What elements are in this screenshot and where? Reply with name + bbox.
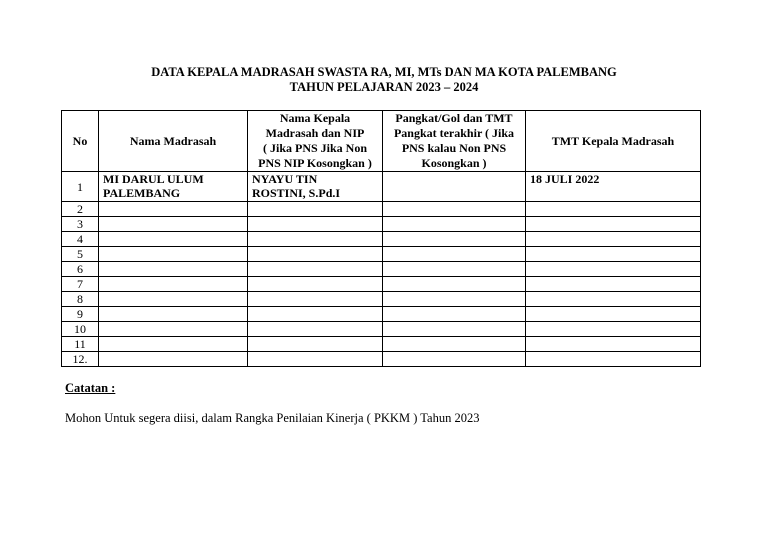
header-pangkat-line: Pangkat terakhir ( Jika bbox=[393, 126, 515, 140]
row-number: 9 bbox=[62, 307, 99, 322]
row-number: 4 bbox=[62, 232, 99, 247]
cell-nama-kepala bbox=[248, 262, 383, 277]
cell-nama-kepala bbox=[248, 172, 383, 202]
row-number: 1 bbox=[62, 172, 99, 202]
table-row bbox=[62, 307, 701, 322]
header-pangkat-line: Pangkat/Gol dan TMT bbox=[395, 111, 513, 125]
cell-tmt bbox=[526, 202, 701, 217]
header-pangkat-line: PNS kalau Non PNS bbox=[401, 141, 507, 155]
row-number: 8 bbox=[62, 292, 99, 307]
header-nama-madrasah: Nama Madrasah bbox=[99, 111, 248, 172]
cell-nama-kepala bbox=[248, 277, 383, 292]
kepala-madrasah-table bbox=[61, 110, 701, 367]
table-row bbox=[62, 262, 701, 277]
cell-pangkat bbox=[383, 217, 526, 232]
table-row bbox=[62, 202, 701, 217]
table-header-row bbox=[62, 111, 701, 172]
cell-tmt bbox=[526, 262, 701, 277]
cell-nama-kepala bbox=[248, 202, 383, 217]
table-row bbox=[62, 232, 701, 247]
header-no: No bbox=[62, 111, 99, 172]
header-nama-kepala-line: Nama Kepala bbox=[279, 111, 351, 125]
cell-line: ROSTINI, S.Pd.I bbox=[252, 186, 341, 200]
header-nama-kepala-line: PNS NIP Kosongkan ) bbox=[258, 156, 372, 170]
cell-nama-madrasah bbox=[99, 322, 248, 337]
cell-nama-madrasah bbox=[99, 307, 248, 322]
header-pangkat-line: Kosongkan ) bbox=[421, 156, 487, 170]
cell-tmt bbox=[526, 337, 701, 352]
row-number: 6 bbox=[62, 262, 99, 277]
cell-tmt bbox=[526, 352, 701, 367]
cell-tmt bbox=[526, 292, 701, 307]
cell-pangkat bbox=[383, 202, 526, 217]
cell-pangkat bbox=[383, 337, 526, 352]
cell-nama-kepala bbox=[248, 232, 383, 247]
row-number: 11 bbox=[62, 337, 99, 352]
header-pangkat bbox=[383, 111, 526, 172]
cell-nama-kepala bbox=[248, 307, 383, 322]
cell-nama-kepala bbox=[248, 217, 383, 232]
table-row bbox=[62, 322, 701, 337]
cell-nama-madrasah bbox=[99, 292, 248, 307]
header-nama-kepala bbox=[248, 111, 383, 172]
cell-nama-madrasah bbox=[99, 217, 248, 232]
cell-nama-kepala bbox=[248, 352, 383, 367]
cell-pangkat bbox=[383, 232, 526, 247]
table-row bbox=[62, 247, 701, 262]
cell-pangkat bbox=[383, 352, 526, 367]
table-row bbox=[62, 172, 701, 202]
cell-pangkat bbox=[383, 277, 526, 292]
cell-pangkat bbox=[383, 247, 526, 262]
cell-nama-madrasah bbox=[99, 277, 248, 292]
row-number: 3 bbox=[62, 217, 99, 232]
cell-tmt bbox=[526, 322, 701, 337]
cell-nama-madrasah bbox=[99, 352, 248, 367]
cell-pangkat bbox=[383, 172, 526, 202]
cell-tmt bbox=[526, 277, 701, 292]
cell-nama-madrasah bbox=[99, 172, 248, 202]
table-row bbox=[62, 292, 701, 307]
cell-pangkat bbox=[383, 322, 526, 337]
row-number: 12. bbox=[62, 352, 99, 367]
table-row bbox=[62, 337, 701, 352]
catatan-label: Catatan : bbox=[65, 381, 116, 395]
cell-tmt bbox=[526, 307, 701, 322]
cell-tmt bbox=[526, 247, 701, 262]
table-row bbox=[62, 217, 701, 232]
document-subtitle: TAHUN PELAJARAN 2023 – 2024 bbox=[289, 80, 479, 94]
cell-nama-kepala bbox=[248, 337, 383, 352]
cell-tmt bbox=[526, 217, 701, 232]
row-number: 7 bbox=[62, 277, 99, 292]
cell-tmt bbox=[526, 232, 701, 247]
cell-tmt: 18 JULI 2022 bbox=[526, 172, 701, 202]
document-title: DATA KEPALA MADRASAH SWASTA RA, MI, MTs DAN MA KOTA PALEMBANG bbox=[151, 65, 617, 79]
cell-nama-kepala bbox=[248, 322, 383, 337]
cell-nama-madrasah bbox=[99, 247, 248, 262]
table-row bbox=[62, 277, 701, 292]
cell-pangkat bbox=[383, 262, 526, 277]
row-number: 10 bbox=[62, 322, 99, 337]
row-number: 2 bbox=[62, 202, 99, 217]
cell-line: PALEMBANG bbox=[103, 186, 181, 200]
cell-nama-kepala bbox=[248, 247, 383, 262]
cell-nama-madrasah bbox=[99, 262, 248, 277]
header-nama-kepala-line: Madrasah dan NIP bbox=[265, 126, 365, 140]
header-nama-kepala-line: ( Jika PNS Jika Non bbox=[262, 141, 368, 155]
cell-pangkat bbox=[383, 292, 526, 307]
cell-nama-madrasah bbox=[99, 202, 248, 217]
cell-nama-kepala bbox=[248, 292, 383, 307]
table-row bbox=[62, 352, 701, 367]
row-number: 5 bbox=[62, 247, 99, 262]
cell-nama-madrasah bbox=[99, 232, 248, 247]
cell-line: MI DARUL ULUM bbox=[103, 172, 204, 186]
note-text: Mohon Untuk segera diisi, dalam Rangka Penilaian Kinerja ( PKKM ) Tahun 2023 bbox=[65, 411, 480, 425]
cell-nama-madrasah bbox=[99, 337, 248, 352]
cell-line: NYAYU TIN bbox=[252, 172, 318, 186]
cell-pangkat bbox=[383, 307, 526, 322]
header-tmt: TMT Kepala Madrasah bbox=[526, 111, 701, 172]
